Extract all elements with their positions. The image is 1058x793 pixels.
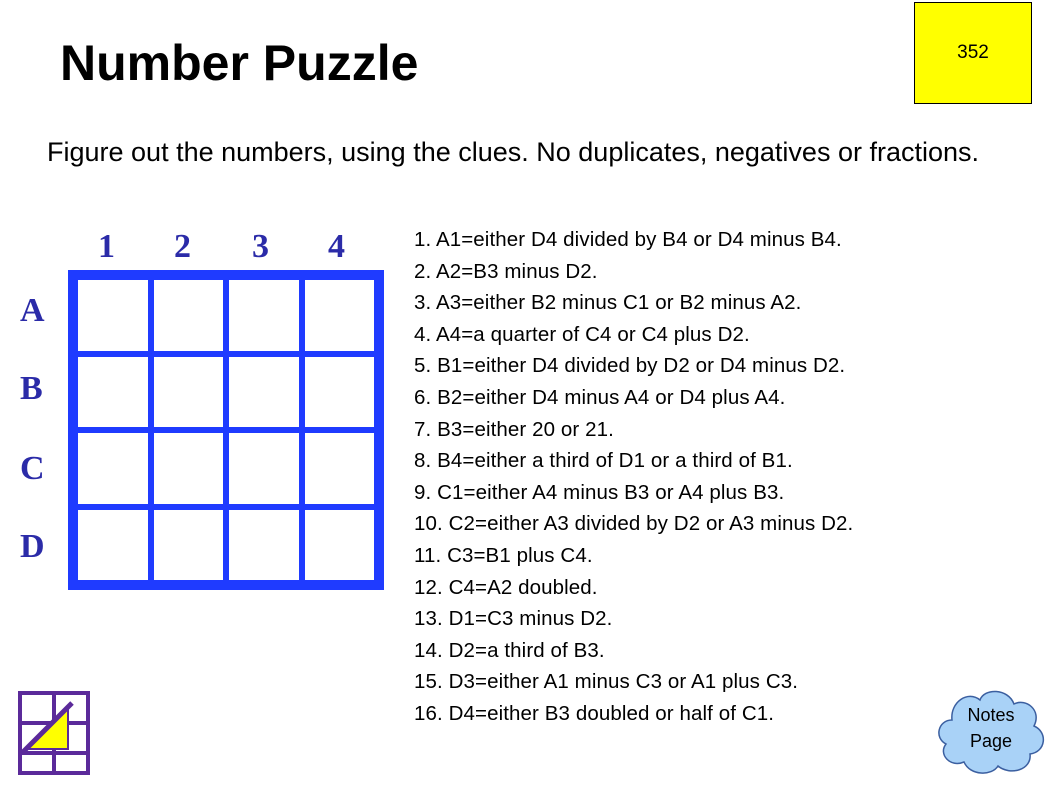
grid-cell-a4[interactable] [302,277,378,354]
page-number: 352 [957,42,989,63]
grid-cell-b1[interactable] [75,354,151,431]
grid-cell-a3[interactable] [226,277,302,354]
row-label: D [20,528,45,565]
clue-item: 8. B4=either a third of D1 or a third of B1. [414,449,793,473]
grid-cell-c1[interactable] [75,430,151,507]
grid-cell-c2[interactable] [151,430,227,507]
puzzle-logo-icon [18,691,90,780]
grid-cell-d2[interactable] [151,507,227,584]
notes-label-line1: Notes [967,705,1015,725]
clue-item: 4. A4=a quarter of C4 or C4 plus D2. [414,322,750,346]
page-number-badge [914,2,1032,104]
grid-cell-d1[interactable] [75,507,151,584]
grid-cell-d4[interactable] [302,507,378,584]
notes-label [930,702,1052,754]
puzzle-grid [68,270,384,590]
grid-cell-c4[interactable] [302,430,378,507]
grid-cell-a1[interactable] [75,277,151,354]
clue-item: 16. D4=either B3 doubled or half of C1. [414,701,775,725]
clue-item: 1. A1=either D4 divided by B4 or D4 minus B4. [414,228,842,251]
clue-item: 15. D3=either A1 minus C3 or A1 plus C3. [414,670,799,694]
grid-cell-b3[interactable] [226,354,302,431]
clue-item: 5. B1=either D4 divided by D2 or D4 minus D2. [414,354,846,378]
clue-item: 3. A3=either B2 minus C1 or B2 minus A2. [414,291,802,315]
clue-item: 10. C2=either A3 divided by D2 or A3 minus D2. [414,512,854,536]
grid-cell-b2[interactable] [151,354,227,431]
clue-item: 6. B2=either D4 minus A4 or D4 plus A4. [414,385,786,409]
clue-item: 11. C3=B1 plus C4. [414,543,593,567]
column-label: 3 [252,228,269,265]
clue-item: 7. B3=either 20 or 21. [414,417,614,441]
grid-cell-d3[interactable] [226,507,302,584]
page-title: Number Puzzle [60,35,419,91]
row-label: A [20,292,45,329]
instructions: Figure out the numbers, using the clues. No duplicates, negatives or fractions. [47,137,980,167]
column-label: 1 [98,228,115,265]
notes-page-button[interactable] [930,680,1052,778]
row-label: C [20,450,45,487]
clue-list [414,224,853,730]
grid-cell-b4[interactable] [302,354,378,431]
column-label: 4 [328,228,345,265]
grid-cell-a2[interactable] [151,277,227,354]
puzzle-grid-area [10,222,390,607]
grid-cell-c3[interactable] [226,430,302,507]
clue-item: 13. D1=C3 minus D2. [414,607,613,631]
clue-item: 12. C4=A2 doubled. [414,575,598,599]
row-label: B [20,370,43,407]
column-label: 2 [174,228,191,265]
clue-item: 14. D2=a third of B3. [414,638,605,662]
notes-label-line2: Page [969,731,1013,751]
clue-item: 9. C1=either A4 minus B3 or A4 plus B3. [414,480,785,504]
clue-item: 2. A2=B3 minus D2. [414,259,598,283]
